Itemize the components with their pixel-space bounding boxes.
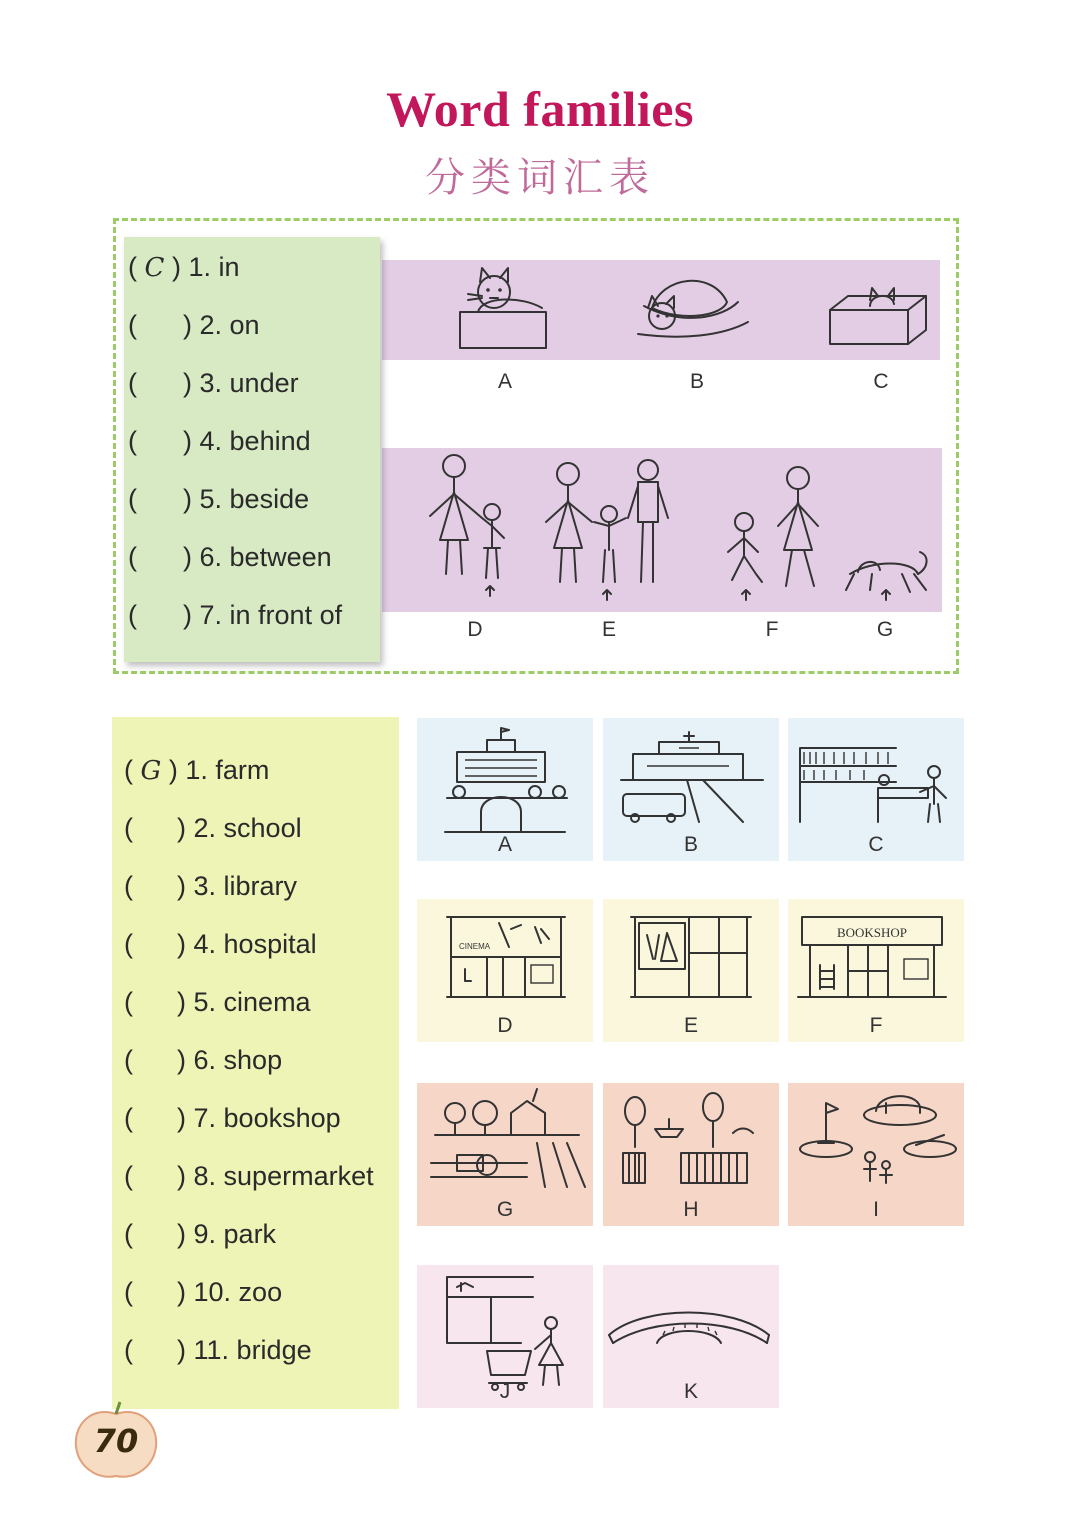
tile-label: C (868, 833, 884, 856)
tile-label: A (497, 833, 512, 856)
picture-tile-supermarket (417, 1265, 593, 1408)
picture-tile-hospital (603, 718, 779, 861)
picture-label: G (876, 618, 894, 641)
list-item (124, 987, 311, 1018)
tile-label: K (683, 1380, 698, 1403)
open-paren: ( (124, 1277, 133, 1307)
picture-tile-bridge (603, 1265, 779, 1408)
item-text: 1. in (188, 252, 240, 282)
item-text: 2. school (193, 813, 302, 843)
list-item (128, 368, 299, 399)
list-item (124, 813, 302, 844)
picture-label: D (467, 618, 483, 641)
open-paren: ( (128, 426, 137, 456)
close-paren: ) (183, 426, 192, 456)
item-text: 1. farm (185, 755, 270, 785)
picture-label: A (497, 370, 512, 393)
close-paren: ) (177, 987, 186, 1017)
picture-tile-park (603, 1083, 779, 1226)
list-item (128, 310, 260, 341)
item-text: 4. behind (199, 426, 311, 456)
picture-tile-school (417, 718, 593, 861)
tile-label: G (496, 1198, 514, 1221)
close-paren: ) (177, 1335, 186, 1365)
open-paren: ( (128, 310, 137, 340)
open-paren: ( (128, 484, 137, 514)
item-text: 7. bookshop (193, 1103, 341, 1133)
picture-tile-shop (603, 899, 779, 1042)
tile-label: I (873, 1198, 879, 1221)
list-item (128, 600, 342, 631)
close-paren: ) (177, 929, 186, 959)
list-item (124, 1335, 312, 1366)
open-paren: ( (124, 813, 133, 843)
open-paren: ( (124, 987, 133, 1017)
picture-tile-library (788, 718, 964, 861)
item-text: 3. under (199, 368, 299, 398)
list-item (124, 929, 317, 960)
picture-tile-farm (417, 1083, 593, 1226)
child-between-adults-picture (546, 460, 668, 600)
item-text: 10. zoo (193, 1277, 283, 1307)
picture-tile-bookshop (788, 899, 964, 1042)
tile-label: D (497, 1014, 513, 1037)
close-paren: ) (183, 484, 192, 514)
open-paren: ( (124, 1161, 133, 1191)
preposition-pictures (382, 256, 942, 616)
picture-label: B (689, 370, 704, 393)
item-text: 8. supermarket (193, 1161, 374, 1191)
cat-under-hat-picture (638, 281, 748, 337)
close-paren: ) (177, 1161, 186, 1191)
list-item (124, 1219, 276, 1250)
close-paren: ) (183, 542, 192, 572)
close-paren: ) (183, 310, 192, 340)
tile-label: E (683, 1014, 698, 1037)
list-item (124, 1277, 282, 1308)
open-paren: ( (128, 542, 137, 572)
list-item (124, 1103, 341, 1134)
picture-label: C (873, 370, 889, 393)
list-item (128, 252, 240, 283)
cat-on-box-picture (460, 268, 546, 348)
tile-label: F (869, 1014, 883, 1037)
tile-label: H (683, 1198, 699, 1221)
bookshop-sign: BOOKSHOP (836, 925, 908, 940)
page-number-badge (70, 1400, 162, 1482)
item-text: 5. beside (199, 484, 310, 514)
close-paren: ) (177, 1219, 186, 1249)
close-paren: ) (177, 1277, 186, 1307)
picture-tile-zoo (788, 1083, 964, 1226)
page-subtitle: 分类词汇表 (425, 155, 655, 201)
cinema-sign: CINEMA (459, 942, 491, 951)
item-text: 11. bridge (193, 1335, 312, 1365)
item-text: 7. in front of (199, 600, 343, 630)
cat-in-box-picture (830, 288, 926, 344)
child-in-front-picture (728, 467, 818, 600)
open-paren: ( (124, 929, 133, 959)
item-text: 5. cinema (193, 987, 311, 1017)
item-text: 6. shop (193, 1045, 283, 1075)
list-item (124, 1161, 374, 1192)
close-paren: ) (177, 813, 186, 843)
page-title: Word families (386, 81, 694, 137)
item-text: 2. on (199, 310, 260, 340)
item-text: 9. park (193, 1219, 277, 1249)
close-paren: ) (177, 871, 186, 901)
open-paren: ( (124, 1335, 133, 1365)
answer-blank[interactable]: C (144, 253, 165, 283)
close-paren: ) (171, 252, 181, 282)
open-paren: ( (124, 871, 133, 901)
walking-cat-picture (846, 552, 927, 600)
woman-child-beside-picture (430, 455, 504, 596)
open-paren: ( (128, 368, 137, 398)
answer-blank[interactable]: G (140, 756, 162, 786)
open-paren: ( (124, 1045, 133, 1075)
open-paren: ( (128, 252, 137, 282)
item-text: 6. between (199, 542, 332, 572)
close-paren: ) (177, 1045, 186, 1075)
tile-label: J (499, 1380, 511, 1403)
open-paren: ( (124, 1219, 133, 1249)
list-item (124, 755, 269, 786)
close-paren: ) (168, 755, 178, 785)
list-item (128, 484, 309, 515)
open-paren: ( (128, 600, 137, 630)
open-paren: ( (124, 1103, 133, 1133)
list-item (124, 1045, 282, 1076)
item-text: 4. hospital (193, 929, 317, 959)
list-item (128, 542, 332, 573)
close-paren: ) (183, 368, 192, 398)
close-paren: ) (177, 1103, 186, 1133)
list-item (128, 426, 311, 457)
picture-label: E (601, 618, 616, 641)
picture-label: F (765, 618, 779, 641)
item-text: 3. library (193, 871, 298, 901)
tile-label: B (683, 833, 698, 856)
page-number: 70 (93, 1422, 139, 1460)
close-paren: ) (183, 600, 192, 630)
list-item (124, 871, 297, 902)
picture-tile-cinema (417, 899, 593, 1042)
open-paren: ( (124, 755, 133, 785)
